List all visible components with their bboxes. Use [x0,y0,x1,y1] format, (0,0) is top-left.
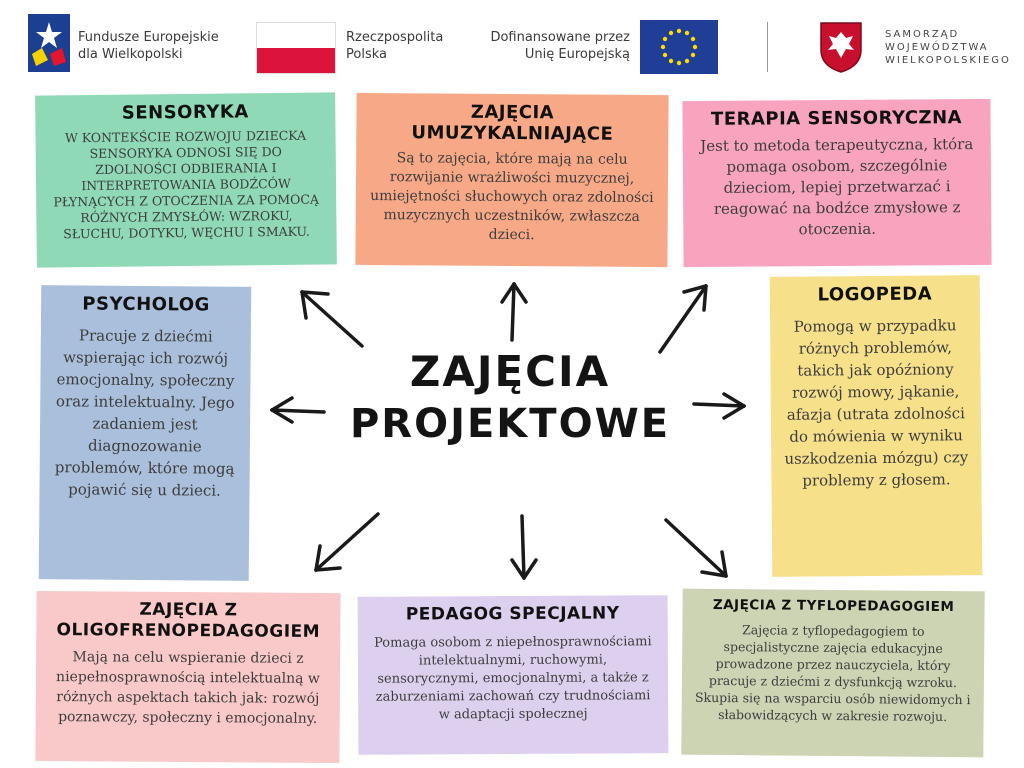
arrow-left-icon [272,398,324,422]
card-logopeda [770,275,983,577]
card-logopeda-title: LOGOPEDA [817,283,933,306]
card-sensoryka [35,92,337,267]
eu-logo-line2: Unię Europejską [524,47,630,62]
card-oligo-title-line2: OLIGOFRENOPEDAGOGIEM [56,620,321,642]
sam-logo-line2: WOJEWÓDZTWA [885,42,989,53]
card-sensoryka-title: SENSORYKA [121,101,249,124]
arrow-right-icon [694,394,744,418]
card-psycholog-text: Pracuje z dziećmi wspierając ich rozwój emocjonalny, społeczny oraz intelektualny. Jego zadaniem jest diagnozowanie problemów, które mogą pojawić się u dzieci. [54,326,235,500]
arrow-up-left-icon [302,292,362,346]
card-tyflo-text: Zajęcia z tyflopedagogiem to specjalistyczne zajęcia edukacyjne prowadzone przez nauczyciela, który pracuje z dziećmi z dysfunkcją wzroku. Skupia się na wsparciu osób niewidomych i słabowidzących w zakresie rozwoju. [694,622,971,724]
center-title-line1: ZAJĘCIA [409,347,611,396]
arrow-down-icon [512,516,536,578]
card-terapia-title: TERAPIA SENSORYCZNA [710,107,963,130]
eu-logo-line1: Dofinansowane przez [490,30,630,45]
card-terapia-sensoryczna [682,99,991,267]
card-oligo-title-line1: ZAJĘCIA Z [139,599,238,621]
poland-flag-icon [256,22,336,74]
logo-bar [0,0,1024,86]
card-psycholog [39,285,252,581]
card-psycholog-title: PSYCHOLOG [82,293,210,316]
arrow-up-icon [502,284,526,340]
card-tyflo-title: ZAJĘCIA Z TYFLOPEDAGOGIEM [712,596,955,616]
sam-logo-line3: WIELKOPOLSKIEGO [885,55,1011,66]
card-pedagog-text: Pomaga osobom z niepełnosprawnościami intelektualnymi, ruchowymi, sensorycznymi, emocjonalnymi, a także z zaburzeniami zachowań czy trudnościami w adaptacji społecznej [374,634,652,723]
card-pedagog-specjalny [358,595,669,755]
fe-logo-line1: Fundusze Europejskie [78,30,219,45]
card-pedagog-title: PEDAGOG SPECJALNY [405,603,620,625]
card-umuzykalniajace-title [368,101,656,145]
card-oligo-title [48,599,328,643]
card-tyflopedagog [681,589,984,758]
card-umuzykalniajace-title-line2: UMUZYKALNIAJĄCE [411,122,614,145]
coat-of-arms-icon [818,20,864,74]
card-oligo-text: Mają na celu wspieranie dzieci z niepełnosprawnością intelektualną w różnych aspektach takich jak: rozwój poznawczy, społeczny i emocjonalny. [56,649,320,727]
fe-star-icon [28,14,70,72]
logo-divider [767,22,768,72]
card-logopeda-text: Pomogą w przypadku różnych problemów, takich jak opóźniony rozwój mowy, jąkanie, afazja (utrata zdolności do mówienia w wyniku uszkodzenia mózgu) czy problemy z głosem. [784,316,969,490]
card-umuzykalniajace [355,93,668,267]
eu-flag-icon [640,20,718,74]
card-umuzykalniajace-title-line1: ZAJĘCIA [470,101,555,124]
rp-logo-line1: Rzeczpospolita [346,30,444,45]
arrow-down-right-icon [666,520,726,576]
sam-logo-line1: SAMORZĄD [885,29,960,40]
rp-logo-line2: Polska [346,47,387,62]
fe-logo-line2: dla Wielkopolski [78,47,183,62]
card-umuzykalniajace-text: Są to zajęcia, które mają na celu rozwijanie wrażliwości muzycznej, umiejętności słuchowych oraz zdolności muzycznych uczestników, zwłaszcza dzieci. [370,150,654,244]
arrow-down-left-icon [316,514,378,570]
fe-logo [28,14,70,72]
center-title-line2: PROJEKTOWE [349,401,671,447]
card-terapia-text: Jest to metoda terapeutyczna, która pomaga osobom, szczególnie dzieciom, lepiej przetwarzać i reagować na bodźce zmysłowe z otoczenia. [700,135,974,239]
center-title [340,346,680,450]
card-oligofrenopedagog [35,591,340,763]
arrow-up-right-icon [660,286,706,352]
card-sensoryka-text: W KONTEKŚCIE ROZWOJU DZIECKA SENSORYKA ODNOSI SIĘ DO ZDOLNOŚCI ODBIERANIA I INTERPRETOWANIA BODŹCÓW PŁYNĄCYCH Z OTOCZENIA ZA POMOCĄ RÓŻNYCH ZMYSŁÓW: WZROKU, SŁUCHU, DOTYKU, WĘCHU I SMAKU. [53,127,320,242]
